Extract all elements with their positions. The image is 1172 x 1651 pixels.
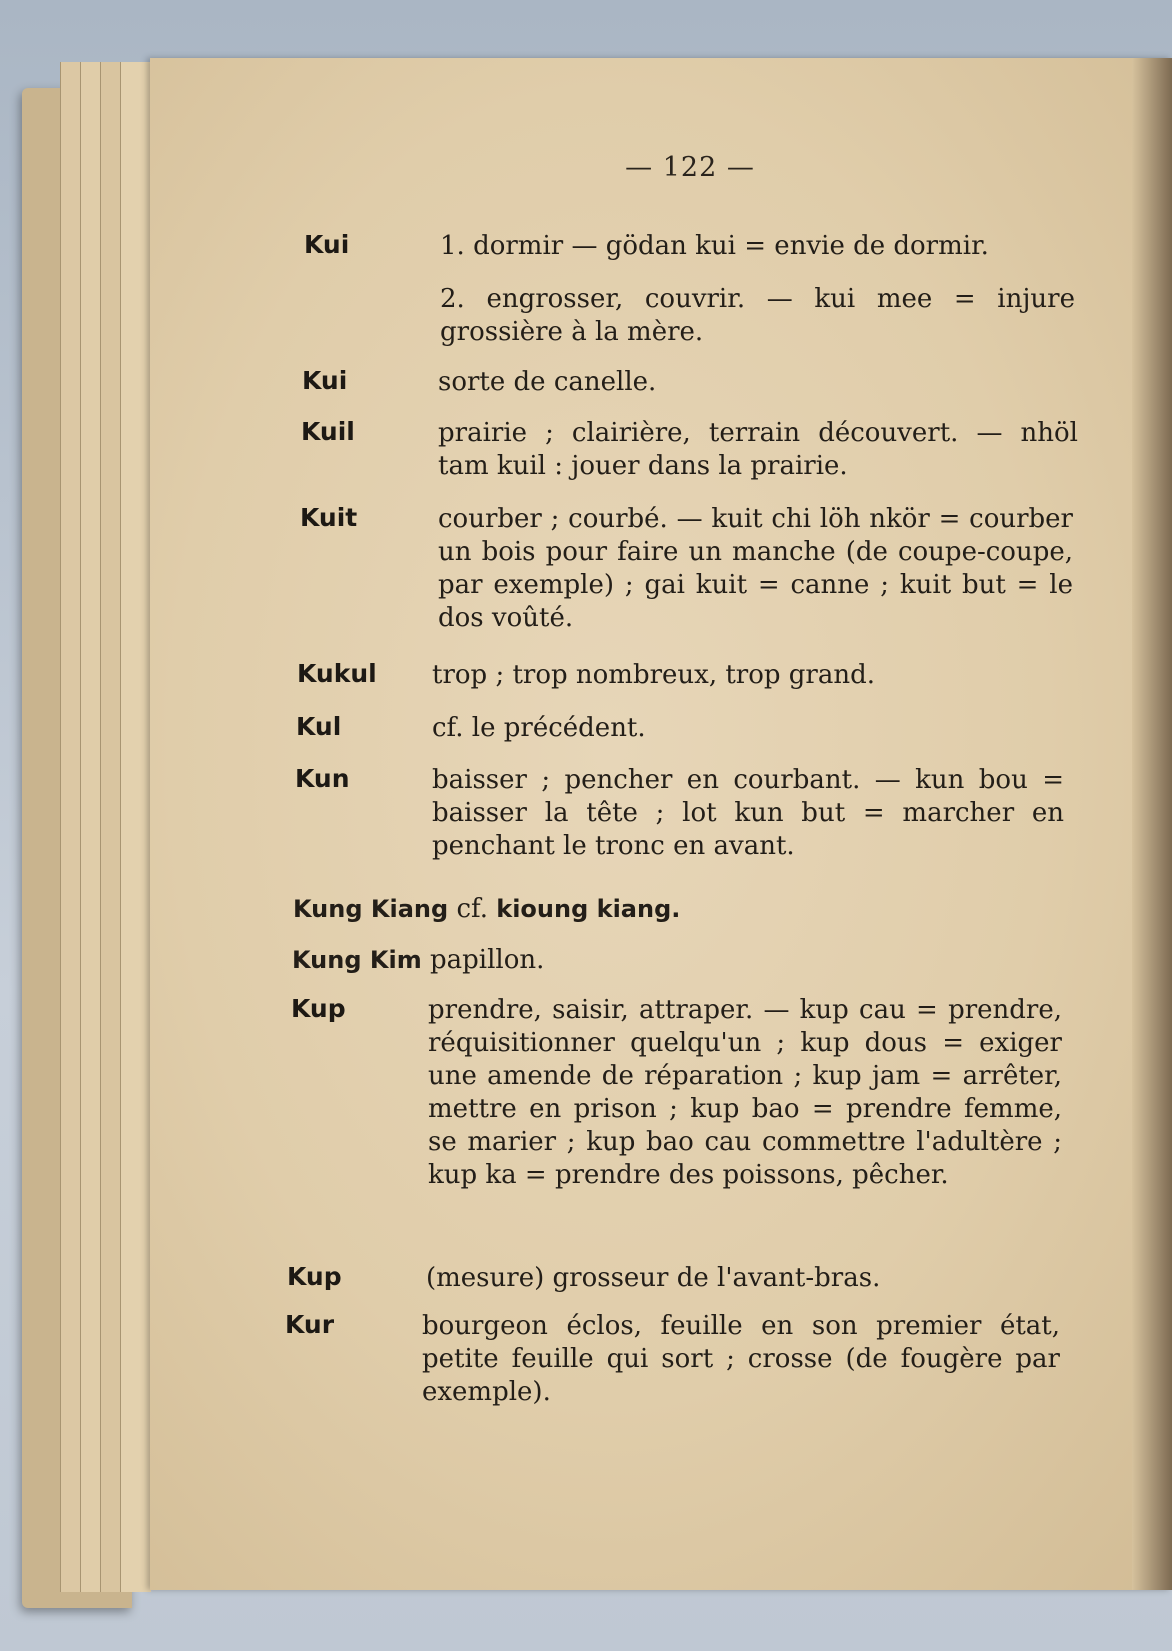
headword: Kui: [302, 366, 348, 395]
headword: Kul: [296, 712, 342, 741]
definition: prairie ; clairière, terrain découvert. — nhöl tam kuil : jouer dans la prairie.: [438, 418, 1078, 481]
headword: Kup: [287, 1262, 342, 1291]
headword: Kun: [295, 764, 350, 793]
headword: Kung Kim: [292, 946, 422, 974]
definition: 2. engrosser, couvrir. — kui mee = injure grossière à la mère.: [440, 284, 1075, 347]
definition: prendre, saisir, attraper. — kup cau = prendre, réquisitionner quelqu'un ; kup dous = exiger une amende de réparation ; kup jam = arrêter, mettre en prison ; kup bao = prendre femme, se marier ; kup bao cau commettre l'adultère ; kup ka = prendre des poissons, pêcher.: [428, 995, 1062, 1190]
definition: bourgeon éclos, feuille en son premier état, petite feuille qui sort ; crosse (de fougère par exemple).: [422, 1311, 1060, 1407]
definition: courber ; courbé. — kuit chi löh nkör = courber un bois pour faire un manche (de coupe-coupe, par exemple) ; gai kuit = canne ; kuit but = le dos voûté.: [438, 504, 1073, 633]
headword: Kuil: [301, 417, 355, 446]
book-gutter: [1132, 58, 1172, 1590]
definition: sorte de canelle.: [438, 367, 657, 397]
page-stack: [120, 62, 151, 1592]
definition: baisser ; pencher en courbant. — kun bou = baisser la tête ; lot kun but = marcher en penchant le tronc en avant.: [432, 765, 1064, 861]
definition: 1. dormir — gödan kui = envie de dormir.: [440, 231, 989, 261]
headword: Kup: [291, 994, 346, 1023]
definition: cf. le précédent.: [432, 713, 646, 743]
headword: Kui: [304, 230, 350, 259]
definition-line: [292, 944, 1072, 977]
definition: cf.: [456, 894, 488, 924]
page-number: — 122 —: [625, 152, 755, 183]
definition-line: [293, 893, 1073, 926]
cross-reference: kioung kiang.: [496, 895, 681, 923]
headword: Kukul: [297, 659, 377, 688]
definition: papillon.: [429, 945, 545, 975]
headword: Kung Kiang: [293, 895, 449, 923]
headword: Kuit: [300, 503, 358, 532]
definition: trop ; trop nombreux, trop grand.: [432, 660, 876, 690]
headword: Kur: [285, 1310, 335, 1339]
definition: (mesure) grosseur de l'avant-bras.: [426, 1263, 881, 1293]
